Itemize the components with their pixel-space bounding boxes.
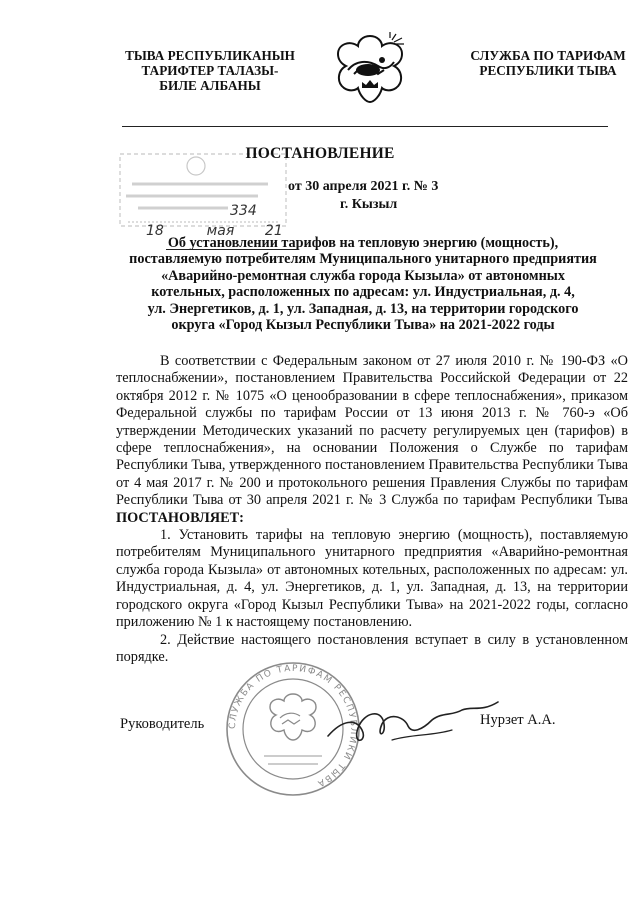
subject-line-5: ул. Энергетиков, д. 1, ул. Западная, д. 13, на территории городского [147, 300, 579, 317]
stamp-ring-text: СЛУЖБА ПО ТАРИФАМ РЕСПУБЛИКИ ТЫВА [227, 663, 359, 789]
registration-year: 21 [264, 223, 283, 239]
subject-line-4: котельных, расположенных по адресам: ул. Индустриальная, д. 4, [151, 284, 575, 301]
subject-line-1: Об установлении тарифов на тепловую энергию (мощность), [167, 235, 559, 251]
header-divider [122, 126, 608, 127]
document-title: ПОСТАНОВЛЕНИЕ [245, 145, 395, 162]
tuva-emblem-icon [328, 30, 412, 110]
registration-number-handwritten: 334 [230, 203, 257, 219]
document-body [116, 353, 628, 666]
registration-day: 18 [146, 223, 164, 239]
item-2-paragraph: 2. Действие настоящего постановления вступает в силу в установленном порядке. [116, 631, 628, 665]
subject-line-6: округа «Город Кызыл Республики Тыва» на 2021-2022 годы [171, 317, 555, 334]
header-left-line-3: БИЛЕ АЛБАНЫ [159, 78, 261, 93]
preamble-text: В соответствии с Федеральным законом от 27 июля 2010 г. № 190-ФЗ «О теплоснабжении», постановлением Правительства Российской Федерации от 22 октября 2012 г. № 1075 «О ценообразовании в сфере теплоснабжения», приказом Федеральной службы по тарифам России от 13 июня 2013 г. № 760-э «Об утверждении Методических указаний по расчету регулируемых цен (тарифов) в сфере теплоснабжения», на основании Положения о Службе по тарифам Республики Тыва, утвержденного постановлением Правительства Республики Тыва от 4 мая 2017 г. № 200 и протокольного решения Правления Службы по тарифам Республики Тыва от 30 апреля 2021 г. № 3 Служба по тарифам Республики Тыва [116, 353, 628, 509]
header-left-line-1: ТЫВА РЕСПУБЛИКАНЫН [125, 48, 295, 63]
decree-word: ПОСТАНОВЛЯЕТ: [116, 509, 244, 526]
header-left-line-2: ТАРИФТЕР ТАЛАЗЫ- [141, 63, 279, 78]
registration-underline [166, 249, 298, 250]
item-1-paragraph: 1. Установить тарифы на тепловую энергию (мощность), поставляемую потребителям Муниципального унитарного предприятия «Аварийно-ремонтная служба города Кызыла» от автономных котельных, расположенных по адресам: ул. Индустриальная, д. 4, ул. Энергетиков, д. 1, ул. Западная, д. 13, на территории городского округа «Город Кызыл Республики Тыва» на 2021-2022 годы, согласно приложению № 1 к настоящему постановлению. [116, 527, 628, 631]
header-left-block [110, 48, 310, 93]
header-right-line-1: СЛУЖБА ПО ТАРИФАМ [470, 48, 626, 63]
registration-month: мая [206, 223, 235, 239]
document-city: г. Кызыл [340, 197, 398, 212]
signatory-name: Нурзет А.А. [480, 712, 556, 728]
signatory-role: Руководитель [120, 716, 205, 732]
header-right-block [448, 48, 640, 78]
header-right-line-2: РЕСПУБЛИКИ ТЫВА [479, 63, 617, 78]
subject-line-2: поставляемую потребителям Муниципального унитарного предприятия [129, 251, 597, 268]
preamble-paragraph [116, 353, 628, 527]
document-date: от 30 апреля 2021 г. № 3 [288, 179, 439, 194]
subject-line-3: «Аварийно-ремонтная служба города Кызыла» от автономных [161, 267, 565, 284]
